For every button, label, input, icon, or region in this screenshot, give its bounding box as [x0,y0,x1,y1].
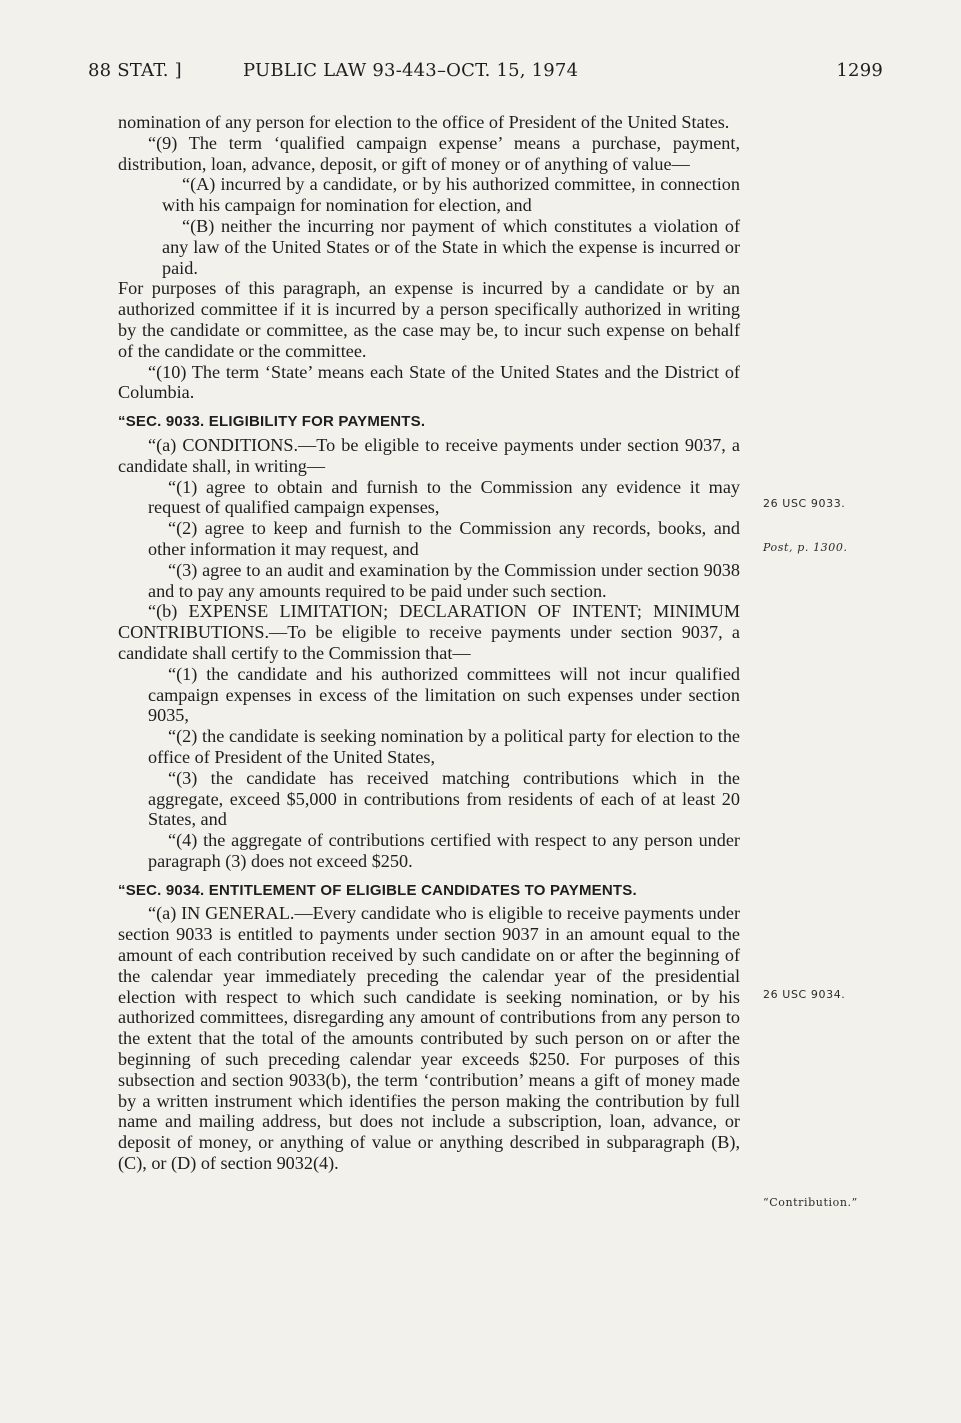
paragraph: “(b) EXPENSE LIMITATION; DECLARATION OF INTENT; MINIMUM CONTRIBUTIONS.—To be eligible to receive payments under section 9037, a candidate shall certify to the Commission that— [118,601,740,663]
statute-volume: 88 STAT. ] [88,60,182,81]
paragraph: “(B) neither the incurring nor payment of which constitutes a violation of any law of the United States or of the State in which the expense is incurred or paid. [162,215,740,278]
paragraph: For purposes of this paragraph, an expense is incurred by a candidate or by an authorized committee if it is incurred by a person specifically authorized in writing by the candidate or committee, as the case may be, to incur such expense on behalf of the candidate or the committee. [118,278,740,361]
body-text [118,112,740,1174]
paragraph: “(1) agree to obtain and furnish to the Commission any evidence it may request of qualified campaign expenses, [148,476,740,518]
margin-note-usc-9034: 26 USC 9034. [763,988,846,1001]
page-number: 1299 [836,60,883,81]
paragraph: “(9) The term ‘qualified campaign expense’ means a purchase, payment, distribution, loan, advance, deposit, or gift of money or of anything of value— [118,132,740,174]
paragraph: “(4) the aggregate of contributions certified with respect to any person under paragraph (3) does not exceed $250. [148,830,740,871]
margin-note-post: Post, p. 1300. [763,541,848,554]
paragraph: “(a) CONDITIONS.—To be eligible to receive payments under section 9037, a candidate shall, in writing— [118,434,740,476]
paragraph: nomination of any person for election to the office of President of the United States. [118,112,730,132]
margin-note-contribution: “Contribution.” [763,1196,858,1209]
public-law-title: PUBLIC LAW 93-443–OCT. 15, 1974 [243,60,579,81]
paragraph: “(A) incurred by a candidate, or by his authorized committee, in connection with his campaign for nomination for election, and [162,174,740,216]
page-header [88,60,883,88]
margin-note-usc-9033: 26 USC 9033. [763,497,846,510]
section-heading: “SEC. 9034. ENTITLEMENT OF ELIGIBLE CANDIDATES TO PAYMENTS. [118,881,637,899]
paragraph: “(3) the candidate has received matching contributions which in the aggregate, exceed $5,000 in contributions from residents of each of at least 20 States, and [148,767,740,830]
paragraph: “(2) the candidate is seeking nomination by a political party for election to the office of President of the United States, [148,726,740,767]
paragraph: “(2) agree to keep and furnish to the Commission any records, books, and other information it may request, and [148,518,740,559]
paragraph: “(1) the candidate and his authorized committees will not incur qualified campaign expenses in excess of the limitation on such expenses under section 9035, [148,663,740,726]
paragraph: “(a) IN GENERAL.—Every candidate who is eligible to receive payments under section 9033 is entitled to payments under section 9037 in an amount equal to the amount of each contribution received by such candidate on or after the beginning of the calendar year immediately preceding the calendar year of the presidential election with respect to which such candidate is seeking nomination, or by his authorized committees, disregarding any amount of contributions from any person to the extent that the total of the amounts contributed by such person on or after the beginning of such preceding calendar year exceeds $250. For purposes of this subsection and section 9033(b), the term ‘contribution’ means a gift of money made by a written instrument which identifies the person making the contribution by full name and mailing address, but does not include a subscription, loan, advance, or deposit of money, or anything of value or anything described in subparagraph (B), (C), or (D) of section 9032(4). [118,903,740,1174]
paragraph: “(10) The term ‘State’ means each State of the United States and the District of Columbia. [118,361,740,403]
paragraph: “(3) agree to an audit and examination by the Commission under section 9038 and to pay any amounts required to be paid under such section. [148,559,740,601]
section-heading: “SEC. 9033. ELIGIBILITY FOR PAYMENTS. [118,413,426,431]
